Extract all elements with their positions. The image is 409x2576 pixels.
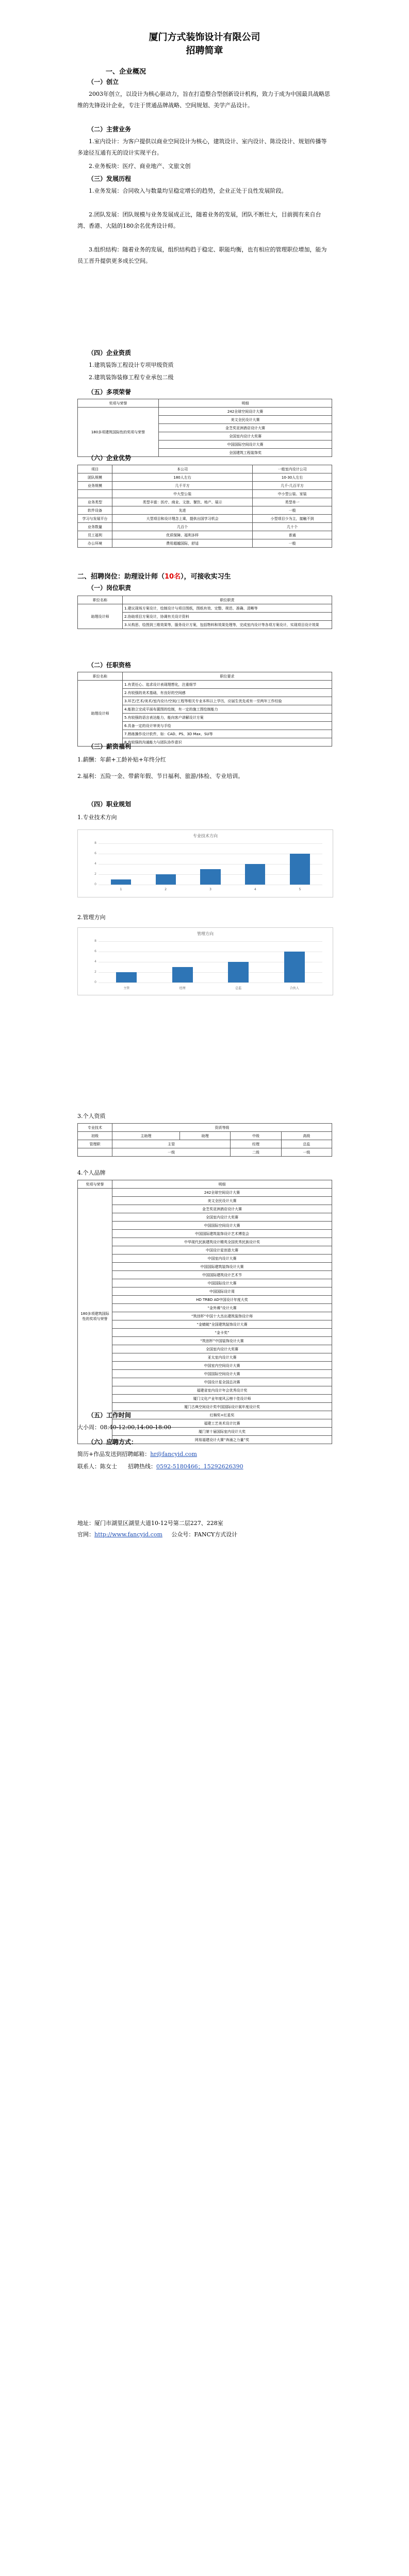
duties-title: （一）岗位职责 [88, 584, 132, 591]
table-row: “金蜻蜓”全国建筑装饰设计大赛 [112, 1320, 332, 1329]
table-row: 中国国际建筑装饰设计艺术博览会 [112, 1230, 332, 1238]
table-cell: 一般 [253, 539, 332, 548]
table-row: “金卡奖” [112, 1329, 332, 1337]
table-row: 中国设计星全国总决赛 [112, 1378, 332, 1386]
table-cell: 几百个 [112, 523, 253, 531]
table-row: 红棉奖+红星奖 [112, 1411, 332, 1419]
y-tick-label: 6 [94, 950, 96, 953]
y-tick-label: 0 [94, 883, 96, 886]
apply-email-line [77, 1449, 332, 1460]
qualification-p1: 1.建筑装饰工程设计专项甲级资质 [89, 362, 174, 368]
requirements-title: （二）任职资格 [88, 662, 132, 669]
table-cell: 180人左右 [112, 473, 253, 482]
doc-title: 厦门方式装饰设计有限公司 [149, 32, 260, 43]
duties-left-cell: 助理设计师 [78, 604, 123, 629]
table-cell: 软件设备 [78, 506, 112, 515]
adv-h1: 本公司 [112, 465, 253, 473]
table-row: 福建省室内设计年会优秀设计奖 [112, 1386, 332, 1395]
personal-table [77, 1123, 332, 1157]
table-row: 美文全民设计大赛 [112, 1197, 332, 1205]
table-row: 全国建筑工程装饰奖 [159, 449, 332, 457]
table-row: 中国国际空间设计大赛 [112, 1222, 332, 1230]
table-row: 3.环艺/艺术/美术/室内设计/空间/工程等相关专业本科以上学历，应届生优先或有一至两年工作经验 [123, 697, 332, 705]
table-row: 中国国际空间设计大赛 [159, 440, 332, 449]
apply-contact-line [77, 1461, 332, 1472]
duties-header-name: 职位名称 [78, 596, 123, 604]
table-cell: 总监 [281, 1140, 332, 1148]
table-row: 2.协助项目方案设计，协调有关设计资料 [123, 613, 332, 621]
table-row: 3.从构思、绘图到三维效果等，服务设计方案，包括物料和效果处理等，完成室内设计等各项方案设计，实现项目设计效果 [123, 621, 332, 629]
qualification-p2: 2.建筑装饰装修工程专业承包二级 [89, 374, 174, 381]
table-row: 7.熟练操作设计软件，如：CAD、PS、3D Max、SU等 [123, 730, 332, 738]
business-title: （二）主营业务 [88, 126, 132, 133]
table-row: 厦门第十届国际室内设计大奖 [112, 1428, 332, 1436]
table-cell: 中级 [231, 1132, 281, 1140]
footer-address: 地址：厦门市湖里区湖里大道10-12号第二层227、228室 [77, 1520, 223, 1527]
career-p2: 2.管理方向 [77, 914, 106, 921]
footer-wechat: 公众号：FANCY方式设计 [171, 1531, 238, 1538]
table-cell: 一般 [253, 506, 332, 515]
adv-h2: 一般室内设计公司 [253, 465, 332, 473]
advantage-table [77, 465, 332, 548]
bar [284, 952, 305, 982]
table-cell: 大型项目和设计理念上乘，提供出国学习机会 [112, 515, 253, 523]
table-cell: 助理 [180, 1132, 231, 1140]
x-tick-label: 总监 [235, 987, 242, 990]
career-management-chart [77, 927, 333, 995]
honors-table [77, 399, 332, 457]
personal-h2: 资质等级 [112, 1124, 332, 1132]
advantage-title: （六）企业优势 [88, 454, 132, 462]
brand-table [77, 1180, 332, 1444]
history-p1: 1.业务发展：合同收入与数量均呈稳定增长的趋势，企业正处于良性发展阶段。 [89, 188, 287, 194]
adv-h0: 项目 [78, 465, 112, 473]
table-cell: 中大型公装 [112, 490, 253, 498]
x-tick-label: 合伙人 [289, 987, 299, 990]
table-cell: 团队规模 [78, 473, 112, 482]
honors-title: （五）多项荣誉 [88, 388, 132, 396]
table-cell: 几千平方 [112, 482, 253, 490]
table-row: 福建工艺美术设计比赛 [112, 1419, 332, 1428]
table-row: “筑创杯”中国十大杰出建筑装饰设计师 [112, 1312, 332, 1320]
apply-title: （六）应聘方式： [88, 1438, 138, 1446]
apply-contact: 联系人：陈女士 [77, 1463, 117, 1470]
table-cell: 普通 [253, 531, 332, 539]
section-2-title-pre: 二、招聘岗位：助理设计师（ [77, 573, 165, 581]
bar [116, 972, 137, 982]
gridline [99, 982, 322, 983]
req-left-cell: 助理设计师 [78, 681, 123, 747]
honors-header-award: 奖项与荣誉 [78, 399, 159, 408]
table-row: 中华现代民族建筑设计精英全国优秀民族设计奖 [112, 1238, 332, 1246]
brand-h2: 明细 [112, 1180, 332, 1189]
bar [111, 879, 131, 885]
table-cell: 主管 [112, 1140, 231, 1148]
table-row: 6.具备一定的设计审美与手绘 [123, 722, 332, 730]
table-cell: 小型项目少为主，接触不到 [253, 515, 332, 523]
x-tick-label: 主管 [123, 987, 130, 990]
table-row: 中国国际建筑装饰设计大赛 [112, 1263, 332, 1271]
table-row: 亚太室内设计大赛 [112, 1353, 332, 1362]
y-tick-label: 2 [94, 872, 96, 876]
table-row: 242全球空间设计大赛 [112, 1189, 332, 1197]
duties-table [77, 596, 332, 629]
table-cell: 几千-几百平方 [253, 482, 332, 490]
x-tick-label: 经理 [179, 987, 186, 990]
table-row: 厦门文化产业年度风云榜十佳设计师 [112, 1395, 332, 1403]
section-2-title-count: 10名 [165, 573, 181, 581]
apply-phone[interactable]: 0592-5180466；15292626390 [156, 1463, 243, 1470]
table-row: 全国室内设计大奖赛 [112, 1345, 332, 1353]
career-p1: 1.专业技术方向 [77, 814, 117, 821]
footer-site-link[interactable]: http://www.fancyid.com [94, 1531, 162, 1538]
table-cell: 10-30人左右 [253, 473, 332, 482]
honors-header-detail: 明细 [159, 399, 332, 408]
bar [245, 864, 265, 885]
table-row: 8.有较强的沟通能力与团队协作意识 [123, 738, 332, 747]
table-row: 242全球空间设计大赛 [159, 408, 332, 416]
y-tick-label: 8 [94, 841, 96, 845]
section-1-title: 一、企业概况 [106, 68, 146, 76]
table-cell: 高级 [281, 1132, 332, 1140]
table-row: 1.建议现场方案设计，绘制设计与项目图纸，图纸有效、完整、规范、准确、清晰等 [123, 604, 332, 613]
personal-h1: 专业技术 [78, 1124, 112, 1132]
apply-email-label: 简历+作品发送到招聘邮箱： [77, 1451, 151, 1458]
section-2-title [77, 571, 231, 581]
history-p2: 2.团队发展：团队规模与业务发展成正比，随着业务的发展，团队不断壮大，目前拥有来自台湾、香港、大陆的180余名优秀设计师。 [77, 211, 321, 229]
bar [172, 967, 193, 982]
x-tick-label: 4 [254, 888, 256, 891]
footer-site-label: 官网： [77, 1531, 94, 1538]
table-cell: 员工福利 [78, 531, 112, 539]
table-cell: 业务类型 [78, 498, 112, 506]
hours-title: （五）工作时间 [88, 1412, 132, 1419]
table-cell [78, 490, 112, 498]
req-header-name: 职位名称 [78, 672, 123, 681]
chart-title: 专业技术方向 [193, 834, 218, 838]
table-cell: 费用超越国际，舒适 [112, 539, 253, 548]
x-tick-label: 2 [165, 888, 167, 891]
y-tick-label: 6 [94, 852, 96, 855]
table-row: 金芝奖亚洲酒店设计大赛 [112, 1205, 332, 1213]
table-cell: 一级 [112, 1148, 231, 1157]
y-tick-label: 4 [94, 960, 96, 963]
gridline [99, 941, 322, 942]
bar [228, 962, 249, 982]
y-tick-label: 4 [94, 862, 96, 866]
bar [290, 854, 310, 885]
brand-h1: 奖项与荣誉 [78, 1180, 112, 1189]
table-row: 中国设计星创意大赛 [112, 1246, 332, 1255]
business-p2: 2.业务板块：医疗、商业地产、文旅文创 [89, 163, 191, 170]
table-cell: 二级 [231, 1148, 281, 1157]
y-tick-label: 2 [94, 970, 96, 974]
table-cell: 初级 [78, 1132, 112, 1140]
table-row: “金外滩”设计大赛 [112, 1304, 332, 1312]
table-cell: 经理 [231, 1140, 281, 1148]
personal-p: 3.个人资质 [77, 1113, 106, 1120]
requirements-table [77, 672, 332, 747]
apply-phone-label: 招聘热线： [127, 1463, 156, 1470]
table-cell: 一级 [281, 1148, 332, 1157]
y-tick-label: 8 [94, 939, 96, 943]
table-row: 金芝奖亚洲酒店设计大赛 [159, 424, 332, 432]
x-tick-label: 1 [120, 888, 122, 891]
table-cell: 优质保障、福利多样 [112, 531, 253, 539]
table-row: 全国室内设计大奖赛 [112, 1213, 332, 1222]
duties-header-duty: 职位职责 [123, 596, 332, 604]
pay-p1: 1.薪酬：年薪+工龄补贴+年终分红 [77, 756, 166, 763]
table-cell: 办公环境 [78, 539, 112, 548]
table-row: 中国国际建筑设计艺术节 [112, 1271, 332, 1279]
bar [156, 874, 176, 885]
table-cell: 中小型公装、家装 [253, 490, 332, 498]
table-cell: 业务数量 [78, 523, 112, 531]
brand-left-cell: 180多项建筑国际性的奖项与荣誉 [78, 1189, 112, 1444]
table-row: 中国国际空间设计大赛 [112, 1370, 332, 1378]
y-tick-label: 0 [94, 980, 96, 984]
brand-p: 4.个人品牌 [77, 1170, 106, 1176]
table-row: 全国室内设计大奖赛 [159, 432, 332, 440]
table-cell: 主助理 [112, 1132, 180, 1140]
bar [200, 869, 220, 885]
table-row: 美文全民设计大赛 [159, 416, 332, 424]
table-row: 4.能独立完成平面布置图的绘制，有一定的施工图绘制能力 [123, 705, 332, 714]
table-row: 中国国际设计周 [112, 1287, 332, 1296]
table-cell: 管理职 [78, 1140, 112, 1148]
table-cell: 几十个 [253, 523, 332, 531]
table-row: “筑创杯”中国装饰设计大赛 [112, 1337, 332, 1345]
req-header-req: 职位要求 [123, 672, 332, 681]
gridline [99, 843, 322, 844]
x-tick-label: 5 [299, 888, 301, 891]
apply-email-link[interactable]: hr@fancyid.com [150, 1451, 197, 1458]
table-row: 1.有责任心、追求设计表现理想化，注重细节 [123, 681, 332, 689]
x-tick-label: 3 [209, 888, 211, 891]
pay-p2: 2.福利：五险一金、带薪年假、节日福利、旅游/体检、专业培训。 [77, 773, 244, 779]
table-row: 中国室内设计大赛 [112, 1255, 332, 1263]
table-cell: 类型单一 [253, 498, 332, 506]
table-row: HD TRBD AD中国设计年度大奖 [112, 1296, 332, 1304]
table-cell: 学习与发展平台 [78, 515, 112, 523]
qualification-title: （四）企业资质 [88, 349, 132, 357]
table-row: 中国国际设计大赛 [112, 1279, 332, 1287]
pay-title: （三）薪资福利 [88, 743, 132, 750]
table-cell: 类型丰富：医疗、商业、文旅、餐饮、地产、展示 [112, 498, 253, 506]
table-cell: 业务规模 [78, 482, 112, 490]
table-row: 网易福建设计大赛“奔涌之力量”奖 [112, 1436, 332, 1444]
section-2-title-post: ），可接收实习生 [181, 573, 231, 581]
table-cell [78, 1148, 112, 1157]
table-row: 厦门古典空间设计奖中国国际设计展年度设计奖 [112, 1403, 332, 1411]
table-row: 中国室内空间设计大赛 [112, 1362, 332, 1370]
career-title: （四）职业规划 [88, 801, 132, 808]
doc-subtitle: 招聘简章 [186, 45, 223, 56]
chart-title: 管理方向 [197, 931, 214, 936]
footer-site-line [77, 1529, 332, 1540]
founding-text: 2003年创立，以设计为核心驱动力，旨在打造整合型创新设计机构，致力于成为中国最具战略思维的先锋设计企业，专注于贯通品牌战略、空间规划、美学产品设计。 [77, 91, 330, 109]
history-title: （三）发展历程 [88, 175, 132, 182]
career-tech-chart [77, 829, 333, 897]
gridline [99, 864, 322, 865]
table-row: 2.有较强的美术基础，有良好的空间感 [123, 689, 332, 697]
history-p3: 3.组织结构：随着业务的发展，组织结构趋于稳定、职能均衡，也有相应的管理职位增加，能为员工晋升提供更多成长空间。 [77, 246, 327, 264]
honors-left-cell: 180多项建筑国际性的奖项与荣誉 [78, 408, 159, 457]
founding-title: （一）创立 [88, 78, 119, 86]
table-cell: 先进 [112, 506, 253, 515]
business-p1: 1.室内设计：为客户提供以商业空间设计为核心，建筑设计、室内设计、陈设设计、规划传播等多途径互通有无的设计实现平台。 [77, 138, 327, 156]
hours-text: 大小周：08:40-12:00,14:00-18:00 [77, 1424, 171, 1431]
table-row: 5.有较强的语言表达能力，能向客户讲解设计方案 [123, 714, 332, 722]
